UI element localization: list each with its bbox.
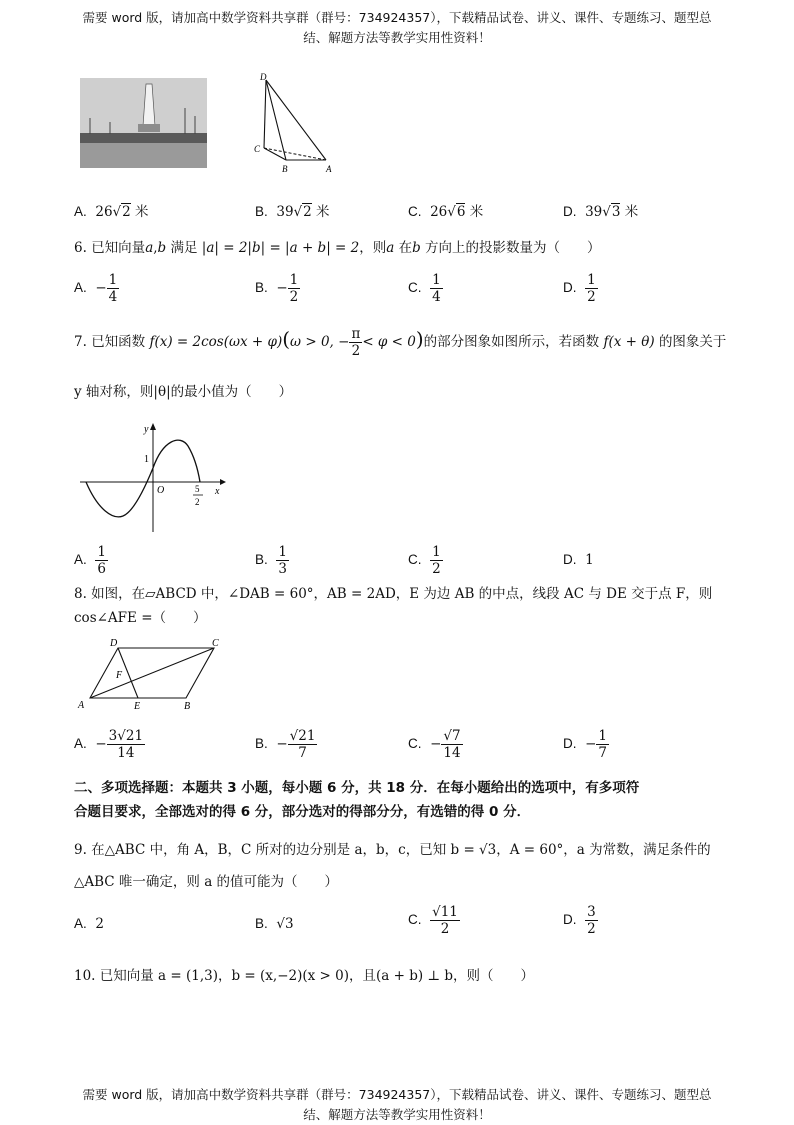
- label-e8: E: [134, 701, 141, 712]
- q7-option-a: A. $\frac{1}{6}$: [74, 544, 106, 577]
- monument-photo: [80, 78, 207, 168]
- label-c: C: [254, 144, 261, 154]
- question-6: 6. 已知向量a,b 满足 |a| = 2|b| = |a + b| = 2，则a 在b 方向上的投影数量为（ ）: [74, 240, 601, 256]
- section-2-line-1: 二、多项选择题：本题共 3 小题，每小题 6 分，共 18 分．在每小题给出的选项中，有多项符: [74, 780, 640, 796]
- header-line-1: 需要 word 版，请加高中数学资料共享群（群号：734924357），下载精品试卷、讲义、课件、专题练习、题型总: [82, 10, 712, 25]
- q7-option-b: B. $\frac{1}{3}$: [255, 544, 287, 577]
- label-d8: D: [110, 638, 118, 649]
- label-b: B: [282, 164, 288, 174]
- page-footer: [0, 1085, 794, 1125]
- q9-option-d: D. $\frac{3}{2}$: [563, 904, 596, 937]
- question-9: 9. 在△ABC 中，角 A，B，C 所对的边分别是 a，b，c，已知 b = √3，A = 60°，a 为常数，满足条件的: [74, 842, 711, 858]
- page-header: [0, 8, 794, 48]
- section-2-line-2: 合题目要求，全部选对的得 6 分，部分选对的得部分分，有选错的得 0 分．: [74, 804, 531, 820]
- header-line-2: 结、解题方法等教学实用性资料！: [303, 30, 491, 45]
- q9-option-a: A. 2: [74, 916, 104, 932]
- question-7: 7. 已知函数 f(x) = 2cos(ωx + φ)(ω > 0, − $\frac{\pi}{2}$ < φ < 0)的部分图象如图所示，若函数 f(x + θ) 的图象关于: [74, 326, 727, 359]
- q9-option-c: C. $\frac{√11}{2}$: [408, 904, 458, 937]
- cosine-graph: [78, 420, 228, 535]
- label-a: A: [326, 164, 332, 174]
- question-9-line-2: △ABC 唯一确定，则 a 的值可能为（ ）: [74, 874, 339, 890]
- q6-option-b: B. − $\frac{1}{2}$: [255, 272, 299, 305]
- q6-option-c: C. $\frac{1}{4}$: [408, 272, 441, 305]
- label-f8: F: [116, 670, 123, 681]
- label-a8: A: [78, 700, 85, 711]
- q6-option-d: D. $\frac{1}{2}$: [563, 272, 596, 305]
- graph-origin-label: O: [157, 485, 165, 496]
- q9-option-b: B. √3: [255, 916, 294, 932]
- question-8-line-2: cos∠AFE =（ ）: [74, 610, 207, 626]
- q5-option-b: B. 39√2 米: [255, 204, 330, 220]
- graph-x-label: x: [215, 486, 220, 497]
- q5-option-a: A. 26√2 米: [74, 204, 149, 220]
- q8-option-b: B. − $\frac{√21}{7}$: [255, 728, 316, 761]
- tetrahedron-figure: [248, 68, 343, 178]
- label-c8: C: [212, 638, 219, 649]
- q8-option-c: C. − $\frac{√7}{14}$: [408, 728, 461, 761]
- section-2-heading: [74, 776, 734, 824]
- label-b8: B: [184, 701, 191, 712]
- q8-option-a: A. − $\frac{3√21}{14}$: [74, 728, 144, 761]
- q8-option-d: D. − $\frac{1}{7}$: [563, 728, 607, 761]
- footer-line-1: 需要 word 版，请加高中数学资料共享群（群号：734924357），下载精品试卷、讲义、课件、专题练习、题型总: [82, 1087, 712, 1102]
- question-8: 8. 如图，在▱ABCD 中，∠DAB = 60°，AB = 2AD，E 为边 AB 的中点，线段 AC 与 DE 交于点 F，则: [74, 586, 713, 602]
- q6-option-a: A. − $\frac{1}{4}$: [74, 272, 118, 305]
- q5-option-c: C. 26√6 米: [408, 204, 484, 220]
- label-d: D: [260, 72, 267, 82]
- question-10: 10. 已知向量 a = (1,3)，b = (x,−2)(x > 0)，且(a + b) ⊥ b，则（ ）: [74, 968, 535, 984]
- graph-y-label: y: [144, 424, 149, 435]
- graph-tick-numerator: 5: [195, 484, 200, 494]
- q5-option-d: D. 39√3 米: [563, 204, 639, 220]
- graph-one-label: 1: [144, 454, 149, 465]
- monument-photo-drawing: [80, 78, 207, 168]
- footer-line-2: 结、解题方法等教学实用性资料！: [303, 1107, 491, 1122]
- graph-tick-denominator: 2: [195, 497, 200, 507]
- parallelogram-figure: [76, 636, 226, 712]
- q7-option-c: C. $\frac{1}{2}$: [408, 544, 441, 577]
- q7-option-d: D. 1: [563, 552, 594, 568]
- question-7-line-2: y 轴对称，则|θ|的最小值为（ ）: [74, 384, 293, 400]
